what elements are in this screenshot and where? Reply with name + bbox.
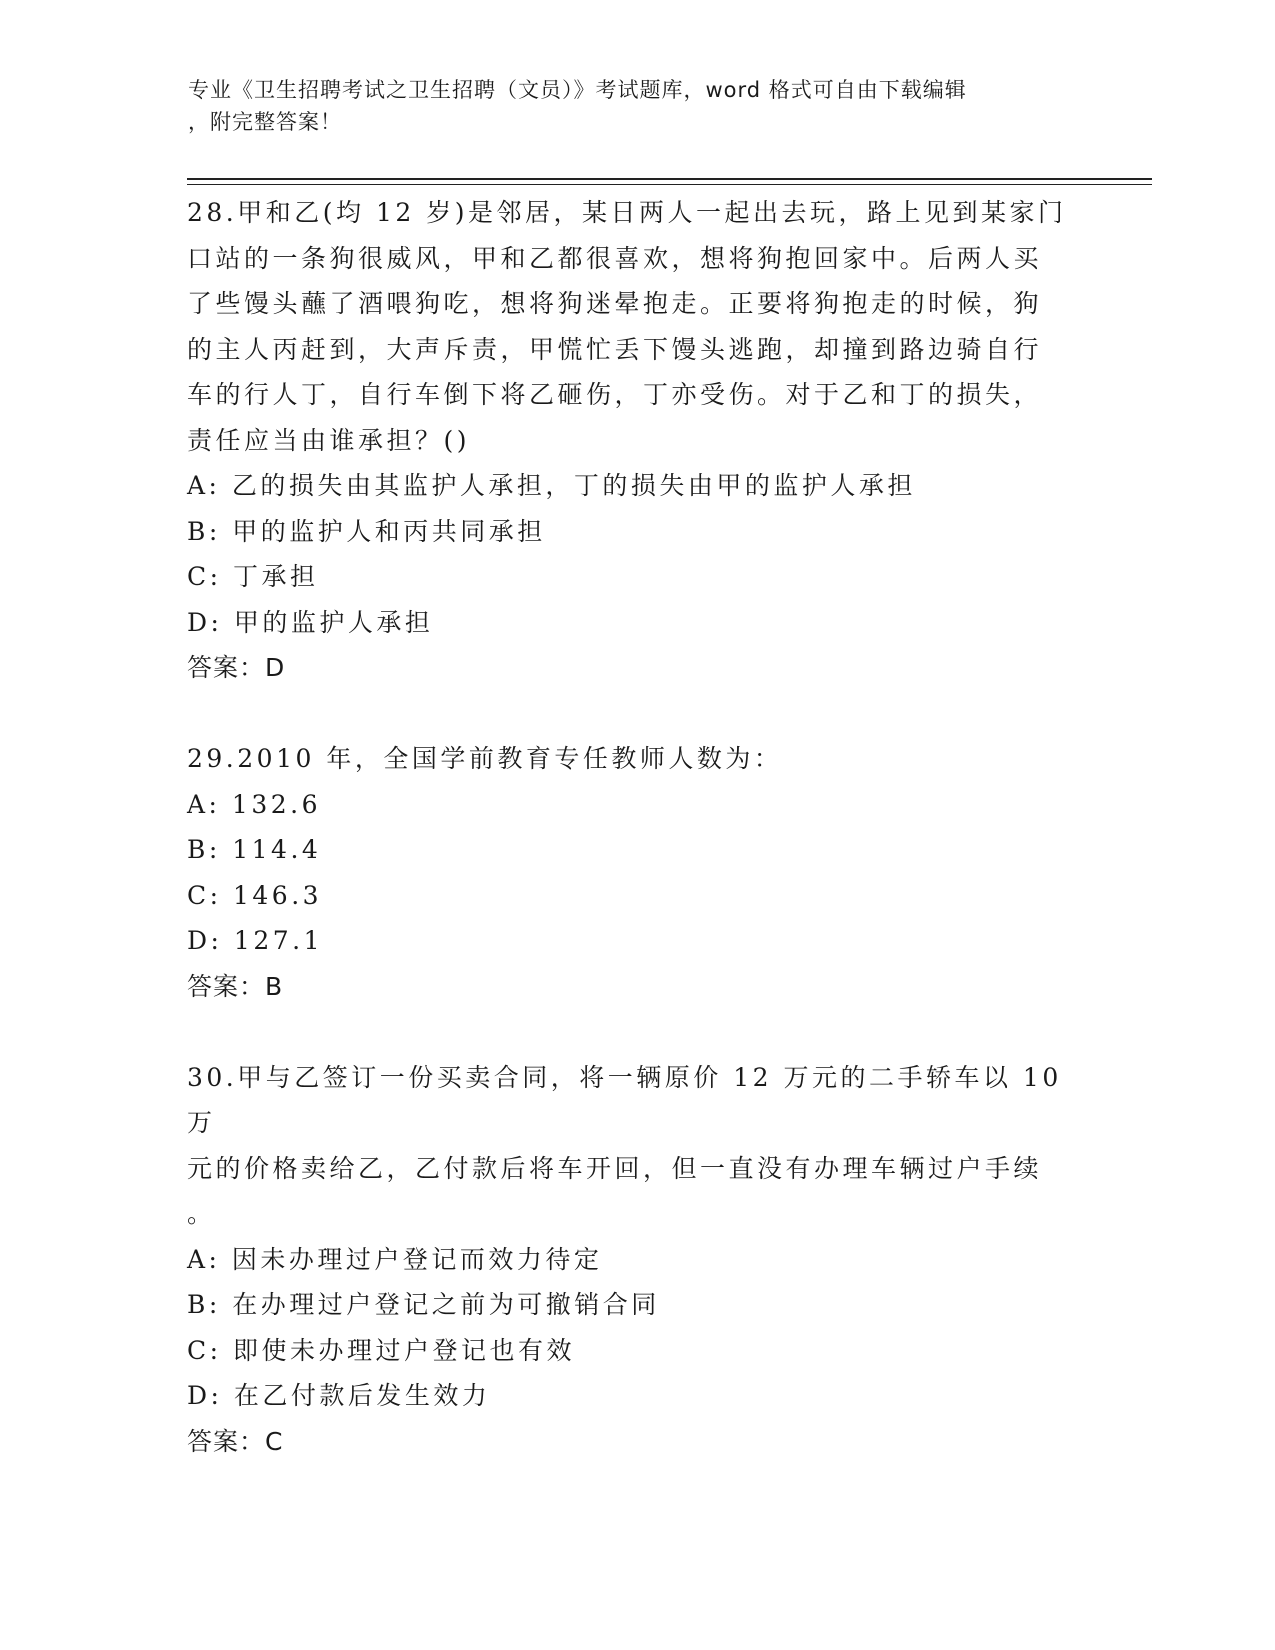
question-30-option-b: B: 在办理过户登记之前为可撤销合同 (187, 1290, 660, 1319)
question-30-option-c: C: 即使未办理过户登记也有效 (187, 1335, 575, 1365)
header-line-2: ，附完整答案！ (188, 110, 342, 134)
question-28-option-d: D: 甲的监护人承担 (187, 607, 434, 637)
question-28-option-a: A: 乙的损失由其监护人承担，丁的损失由甲的监护人承担 (187, 471, 916, 500)
question-list (187, 190, 1067, 1464)
question-28-option-c: C: 丁承担 (187, 562, 319, 591)
question-28-option-b: B: 甲的监护人和丙共同承担 (187, 516, 546, 546)
header-line-1: 专业《卫生招聘考试之卫生招聘（文员）》考试题库，word 格式可自由下载编辑 (188, 78, 967, 102)
question-28-line: 责任应当由谁承担？() (187, 425, 471, 455)
question-30-option-d: D: 在乙付款后发生效力 (187, 1381, 491, 1410)
header-divider-thick (187, 178, 1152, 180)
question-29-option-a: A: 132.6 (187, 789, 321, 819)
document-header (188, 74, 1068, 138)
spacer (187, 691, 1067, 737)
question-29-option-d: D: 127.1 (187, 926, 323, 955)
question-28-answer: 答案：D (187, 653, 286, 682)
question-29-line: 29.2010 年，全国学前教育专任教师人数为： (187, 744, 783, 773)
question-29-option-b: B: 114.4 (187, 835, 322, 864)
question-30-stem (187, 1055, 1067, 1237)
question-28-stem (187, 190, 1067, 463)
question-29 (187, 736, 1067, 1009)
header-divider-thin (187, 184, 1152, 185)
question-29-answer: 答案：B (187, 971, 284, 1001)
spacer (187, 1009, 1067, 1055)
question-30-line: 元的价格卖给乙，乙付款后将车开回，但一直没有办理车辆过户手续 (187, 1153, 1043, 1183)
question-30-line: 。 (187, 1199, 216, 1228)
question-28-line: 了些馒头蘸了酒喂狗吃，想将狗迷晕抱走。正要将狗抱走的时候，狗 (187, 289, 1043, 318)
question-29-stem (187, 736, 1067, 782)
question-28 (187, 190, 1067, 691)
question-28-line: 口站的一条狗很威风，甲和乙都很喜欢，想将狗抱回家中。后两人买 (187, 243, 1043, 273)
question-30-option-a: A: 因未办理过户登记而效力待定 (187, 1244, 603, 1274)
question-30 (187, 1055, 1067, 1465)
question-30-answer: 答案：C (187, 1426, 284, 1456)
question-28-line: 车的行人丁，自行车倒下将乙砸伤，丁亦受伤。对于乙和丁的损失， (187, 380, 1043, 409)
question-28-line: 28.甲和乙(均 12 岁)是邻居，某日两人一起出去玩，路上见到某家门 (187, 198, 1067, 227)
question-28-line: 的主人丙赶到，大声斥责，甲慌忙丢下馒头逃跑，却撞到路边骑自行 (187, 334, 1043, 364)
question-30-line: 30.甲与乙签订一份买卖合同，将一辆原价 12 万元的二手轿车以 10 万 (187, 1062, 1062, 1137)
question-29-option-c: C: 146.3 (187, 880, 323, 910)
